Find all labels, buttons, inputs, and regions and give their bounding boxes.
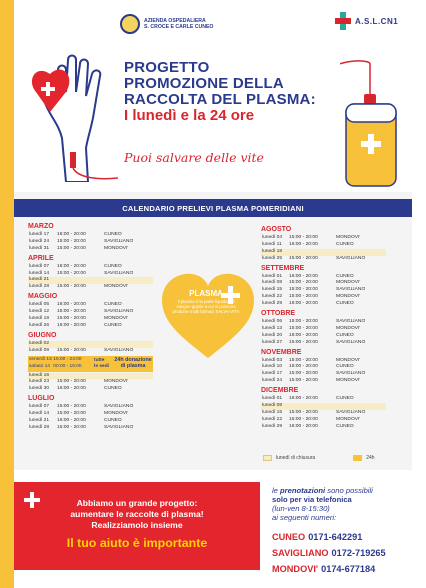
schedule-place: SAVIGLIANO xyxy=(336,371,366,377)
schedule-day: lunedì 27 xyxy=(262,339,283,345)
schedule-place: SAVIGLIANO xyxy=(336,409,366,415)
schedule-time: 16:00 - 20:00 xyxy=(289,364,318,370)
hospital-name-line2: S. CROCE E CARLE CUNEO xyxy=(144,24,214,30)
schedule-time: 15:00 - 20:00 xyxy=(289,287,318,293)
schedule-place: CUNEO xyxy=(104,302,122,308)
schedule-day: lunedì 10 xyxy=(262,364,283,370)
schedule-time: 15:00 - 20:00 xyxy=(57,316,86,322)
schedule-row xyxy=(261,301,386,308)
schedule-time: 16:00 - 20:00 xyxy=(289,273,318,279)
phone-number[interactable]: 0174-677184 xyxy=(321,564,376,574)
plasma-info xyxy=(170,289,242,314)
schedule-time: 15:00 - 20:00 xyxy=(289,371,318,377)
schedule-day: lunedì 06 xyxy=(262,319,283,325)
schedule-row xyxy=(261,396,386,403)
schedule-place: MONDOVI' xyxy=(336,280,361,286)
booking-text-1c: sono possibili xyxy=(325,486,373,495)
schedule-place: SAVIGLIANO xyxy=(104,238,134,244)
schedule-day: lunedì 20 xyxy=(262,332,283,338)
schedule-time: 16:00 - 20:00 xyxy=(289,332,318,338)
schedule-place xyxy=(336,249,382,256)
schedule-row xyxy=(28,418,153,425)
schedule-day: lunedì 08 xyxy=(262,280,283,286)
schedule-row xyxy=(261,333,386,340)
schedule-place: SAVIGLIANO xyxy=(336,255,366,261)
phone-savigliano[interactable] xyxy=(272,548,386,558)
schedule-time: 15:00 - 20:00 xyxy=(57,411,86,417)
h24-times xyxy=(53,357,94,369)
schedule-day: lunedì 11 xyxy=(262,241,282,247)
schedule-row xyxy=(28,425,153,432)
schedule-time: 15:00 - 20:00 xyxy=(57,270,86,276)
schedule-day: lunedì 07 xyxy=(29,263,50,269)
schedule-day: lunedì 28 xyxy=(29,284,50,290)
h24-days xyxy=(28,357,53,369)
schedule-place: CUNEO xyxy=(336,241,354,247)
schedule-place: CUNEO xyxy=(104,232,122,237)
schedule-time: 15:00 - 20:00 xyxy=(289,357,318,363)
schedule-row xyxy=(261,326,386,333)
schedule-time: 16:00 - 20:00 xyxy=(289,301,318,307)
schedule-row xyxy=(261,249,386,256)
schedule-row xyxy=(28,239,153,246)
h24-places-line2: le sedi xyxy=(94,363,109,369)
schedule-row xyxy=(28,284,153,291)
month-title: DICEMBRE xyxy=(261,387,299,395)
schedule-day: lunedì 26 xyxy=(29,322,50,328)
cta-line1: Abbiamo un grande progetto: xyxy=(76,498,198,508)
schedule-place: SAVIGLIANO xyxy=(104,424,134,430)
calendar-left-column xyxy=(28,221,153,432)
schedule-time: 15:00 - 20:00 xyxy=(289,280,318,286)
schedule-time: 16:00 - 20:00 xyxy=(289,423,318,429)
month-title: AGOSTO xyxy=(261,226,292,233)
cta-line2: aumentare le raccolte di plasma! xyxy=(70,509,204,519)
hospital-logo xyxy=(120,14,213,34)
schedule-day: lunedì 03 xyxy=(262,357,283,363)
schedule-row xyxy=(261,256,386,263)
schedule-day: lunedì 19 xyxy=(29,316,50,322)
month-title: MAGGIO xyxy=(28,293,58,301)
title-line3: RACCOLTA DEL PLASMA: xyxy=(124,90,316,108)
h24-day1: venerdì 13 xyxy=(29,357,52,363)
schedule-place: CUNEO xyxy=(336,301,354,307)
schedule-day: lunedì 24 xyxy=(29,238,50,244)
h24-time1: 15:00 - 24:00 xyxy=(53,357,82,363)
schedule-place: MONDOVI' xyxy=(336,416,361,422)
schedule-row xyxy=(28,309,153,316)
schedule-place: CUNEO xyxy=(104,418,122,424)
schedule-place: MONDOVI' xyxy=(336,235,361,240)
schedule-time: 15:00 - 20:00 xyxy=(289,416,318,422)
schedule-place: SAVIGLIANO xyxy=(104,309,134,315)
schedule-time: 16:00 - 20:00 xyxy=(57,386,86,392)
schedule-place: MONDOVI' xyxy=(336,378,361,384)
schedule-place: MONDOVI' xyxy=(104,379,129,385)
arm-donation-icon xyxy=(18,52,118,182)
schedule-day: lunedì 14 xyxy=(29,411,50,417)
schedule-place: CUNEO xyxy=(336,364,354,370)
schedule-time: 15:00 - 20:00 xyxy=(289,339,318,345)
booking-text-4: ai seguenti numeri: xyxy=(272,513,337,523)
booking-text-1: le xyxy=(272,486,281,495)
schedule-time: 16:00 - 20:00 xyxy=(57,418,86,424)
calendar-heading-text: CALENDARIO PRELIEVI PLASMA POMERIDIANI xyxy=(122,203,304,213)
title-line2: PROMOZIONE DELLA xyxy=(124,74,284,92)
cta-line3: Realizziamolo insieme xyxy=(91,520,183,530)
schedule-day: lunedì 29 xyxy=(262,301,283,307)
booking-text-1b: prenotazioni xyxy=(280,486,326,495)
h24-note-line2: di plasma xyxy=(120,362,146,369)
schedule-day: lunedì 22 xyxy=(262,294,283,300)
schedule-row xyxy=(28,232,153,239)
phone-city: SAVIGLIANO xyxy=(272,548,329,558)
hospital-seal-icon xyxy=(120,14,140,34)
phone-city: MONDOVI' xyxy=(272,564,319,574)
h24-day2: sabato 14 xyxy=(29,363,51,369)
asl-name: A.S.L.CN1 xyxy=(355,16,399,26)
schedule-day: lunedì 29 xyxy=(262,423,283,429)
left-yellow-band xyxy=(0,0,14,588)
h24-note xyxy=(113,358,153,370)
month-title: GIUGNO xyxy=(28,331,57,339)
schedule-place: MONDOVI' xyxy=(104,316,129,322)
schedule-day: lunedì 07 xyxy=(29,404,50,410)
schedule-time: 16:00 - 20:00 xyxy=(57,263,86,269)
schedule-place: MONDOVI' xyxy=(336,294,361,300)
schedule-day: lunedì 04 xyxy=(262,235,283,240)
schedule-time: 15:00 - 20:00 xyxy=(57,309,86,315)
schedule-day: lunedì 30 xyxy=(29,386,50,392)
plasma-description: Il plasma è la parte liquida del sangue grazie a cui si possono produrre molti farmaci SALVA-VITA xyxy=(172,299,240,315)
schedule-day: lunedì 28 xyxy=(29,424,50,430)
schedule-day: lunedì 22 xyxy=(262,416,283,422)
phone-number[interactable]: 0172-719265 xyxy=(331,548,386,558)
asl-logo xyxy=(335,12,398,30)
schedule-time: 16:00 - 20:00 xyxy=(57,322,86,328)
schedule-place: MONDOVI' xyxy=(336,325,361,331)
schedule-place: SAVIGLIANO xyxy=(104,270,134,276)
schedule-time: 15:00 - 20:00 xyxy=(289,325,318,331)
schedule-day: lunedì 13 xyxy=(262,325,283,331)
schedule-place: CUNEO xyxy=(104,263,122,269)
schedule-place: SAVIGLIANO xyxy=(104,347,134,353)
schedule-place: CUNEO xyxy=(104,386,122,392)
schedule-time xyxy=(289,403,336,410)
plasma-heart xyxy=(160,270,256,360)
schedule-day: lunedì 01 xyxy=(262,273,283,279)
schedule-place: CUNEO xyxy=(336,423,354,429)
schedule-time: 15:00 - 20:00 xyxy=(289,378,318,384)
legend-closed-swatch xyxy=(263,455,272,461)
legend-24h-label: 24h xyxy=(366,455,375,461)
title-block xyxy=(124,60,344,125)
schedule-row xyxy=(261,403,386,410)
schedule-time: 15:00 - 20:00 xyxy=(289,255,318,261)
schedule-day: lunedì 16 xyxy=(29,372,50,378)
schedule-place: MONDOVI' xyxy=(104,411,129,417)
asl-cross-icon xyxy=(335,12,351,30)
h24-note-line1: 24h donazione xyxy=(114,356,152,363)
schedule-time: 15:00 - 20:00 xyxy=(289,409,318,415)
calendar-heading xyxy=(14,199,412,217)
schedule-time xyxy=(289,249,336,256)
schedule-day: lunedì 21 xyxy=(29,418,50,424)
hospital-name xyxy=(144,18,213,31)
schedule-time: 16:00 - 20:00 xyxy=(289,241,318,247)
schedule-time: 15:00 - 20:00 xyxy=(57,379,86,385)
schedule-day: lunedì 17 xyxy=(29,232,50,237)
schedule-place: CUNEO xyxy=(336,273,354,279)
schedule-row xyxy=(28,246,153,253)
schedule-day: lunedì 12 xyxy=(29,309,50,315)
month-title: MARZO xyxy=(28,223,54,230)
month-title: APRILE xyxy=(28,254,54,262)
schedule-day: lunedì 09 xyxy=(29,347,50,353)
plasma-title: PLASMA xyxy=(189,289,223,298)
schedule-day: lunedì 14 xyxy=(29,270,50,276)
schedule-time: 16:00 - 20:00 xyxy=(57,302,86,308)
schedule-time: 15:00 - 20:00 xyxy=(289,319,318,325)
schedule-place: MONDOVI' xyxy=(336,357,361,363)
schedule-row xyxy=(261,319,386,326)
schedule-row xyxy=(261,235,386,242)
schedule-row xyxy=(28,323,153,330)
schedule-row xyxy=(28,411,153,418)
plasma-bag-icon xyxy=(340,60,420,190)
phone-city: CUNEO xyxy=(272,532,306,542)
schedule-row xyxy=(261,242,386,249)
month-title: OTTOBRE xyxy=(261,310,296,318)
schedule-row xyxy=(28,264,153,271)
month-title: SETTEMBRE xyxy=(261,264,305,272)
schedule-row xyxy=(28,348,153,355)
cta-headline: Il tuo aiuto è importante xyxy=(66,536,208,550)
schedule-time: 15:00 - 20:00 xyxy=(57,284,86,290)
schedule-place: MONDOVI' xyxy=(104,284,129,290)
schedule-day: lunedì 05 xyxy=(29,302,50,308)
schedule-time: 15:00 - 20:00 xyxy=(57,424,86,430)
legend-24h-swatch xyxy=(353,455,362,461)
schedule-day: lunedì 25 xyxy=(262,255,283,261)
h24-places-line1: tutte xyxy=(94,358,105,364)
schedule-time: 16:00 - 20:00 xyxy=(57,232,86,237)
schedule-row xyxy=(28,316,153,323)
schedule-day: lunedì 15 xyxy=(262,409,283,415)
schedule-place: SAVIGLIANO xyxy=(336,319,366,325)
schedule-time: 15:00 - 20:00 xyxy=(57,245,86,251)
hospital-name-line1: AZIENDA OSPEDALIERA xyxy=(144,17,206,24)
h24-event-row xyxy=(28,356,153,372)
schedule-day: lunedì 02 xyxy=(29,340,50,346)
schedule-time xyxy=(57,341,104,348)
legend xyxy=(263,455,375,461)
phone-cuneo[interactable] xyxy=(272,532,362,542)
booking-info xyxy=(272,486,422,522)
schedule-time: 15:00 - 20:00 xyxy=(57,404,86,410)
schedule-row xyxy=(261,410,386,417)
h24-time2: 00:00 - 15:00 xyxy=(53,363,82,369)
schedule-day: lunedì 31 xyxy=(29,245,50,251)
h24-places xyxy=(94,358,113,369)
schedule-day: lunedì 17 xyxy=(262,371,283,377)
month-title: NOVEMBRE xyxy=(261,348,302,356)
schedule-day: lunedì 23 xyxy=(29,379,50,385)
schedule-row xyxy=(28,386,153,393)
schedule-place: SAVIGLIANO xyxy=(104,404,134,410)
schedule-time: 15:00 - 20:00 xyxy=(289,235,318,240)
schedule-time: 15:00 - 20:00 xyxy=(57,347,86,353)
schedule-place xyxy=(336,403,382,410)
calendar-right-column xyxy=(261,224,386,431)
schedule-day: lunedì 21 xyxy=(29,277,50,283)
phone-mondovi[interactable] xyxy=(272,564,375,574)
schedule-day: lunedì 08 xyxy=(262,403,283,409)
title-line4: I lunedì e la 24 ore xyxy=(124,107,255,125)
month-title: LUGLIO xyxy=(28,395,55,403)
schedule-day: lunedì 01 xyxy=(262,396,283,402)
schedule-day: lunedì 24 xyxy=(262,378,283,384)
schedule-place: SAVIGLIANO xyxy=(336,339,366,345)
schedule-place: CUNEO xyxy=(336,396,354,402)
schedule-time: 16:00 - 20:00 xyxy=(289,396,318,402)
phone-number[interactable]: 0171-642291 xyxy=(308,532,363,542)
schedule-time: 15:00 - 20:00 xyxy=(289,294,318,300)
schedule-day: lunedì 18 xyxy=(262,248,283,254)
booking-hours: (lun-ven 8-15:30) xyxy=(272,504,330,514)
title-line1: PROGETTO xyxy=(124,59,210,76)
schedule-row xyxy=(28,341,153,348)
schedule-row xyxy=(261,378,386,385)
schedule-row xyxy=(261,424,386,431)
schedule-place: SAVIGLIANO xyxy=(336,287,366,293)
schedule-row xyxy=(261,340,386,347)
schedule-place: CUNEO xyxy=(336,332,354,338)
booking-text-2: solo per via telefonica xyxy=(272,495,352,505)
schedule-row xyxy=(261,417,386,424)
schedule-place: CUNEO xyxy=(104,322,122,328)
schedule-place xyxy=(104,341,150,348)
cta-box xyxy=(14,482,260,570)
schedule-place: MONDOVI' xyxy=(104,245,129,251)
schedule-day: lunedì 15 xyxy=(262,287,283,293)
slogan: Puoi salvare delle vite xyxy=(124,150,264,165)
schedule-time: 15:00 - 20:00 xyxy=(57,238,86,244)
legend-closed-label: lunedì di chiusura xyxy=(276,455,316,461)
